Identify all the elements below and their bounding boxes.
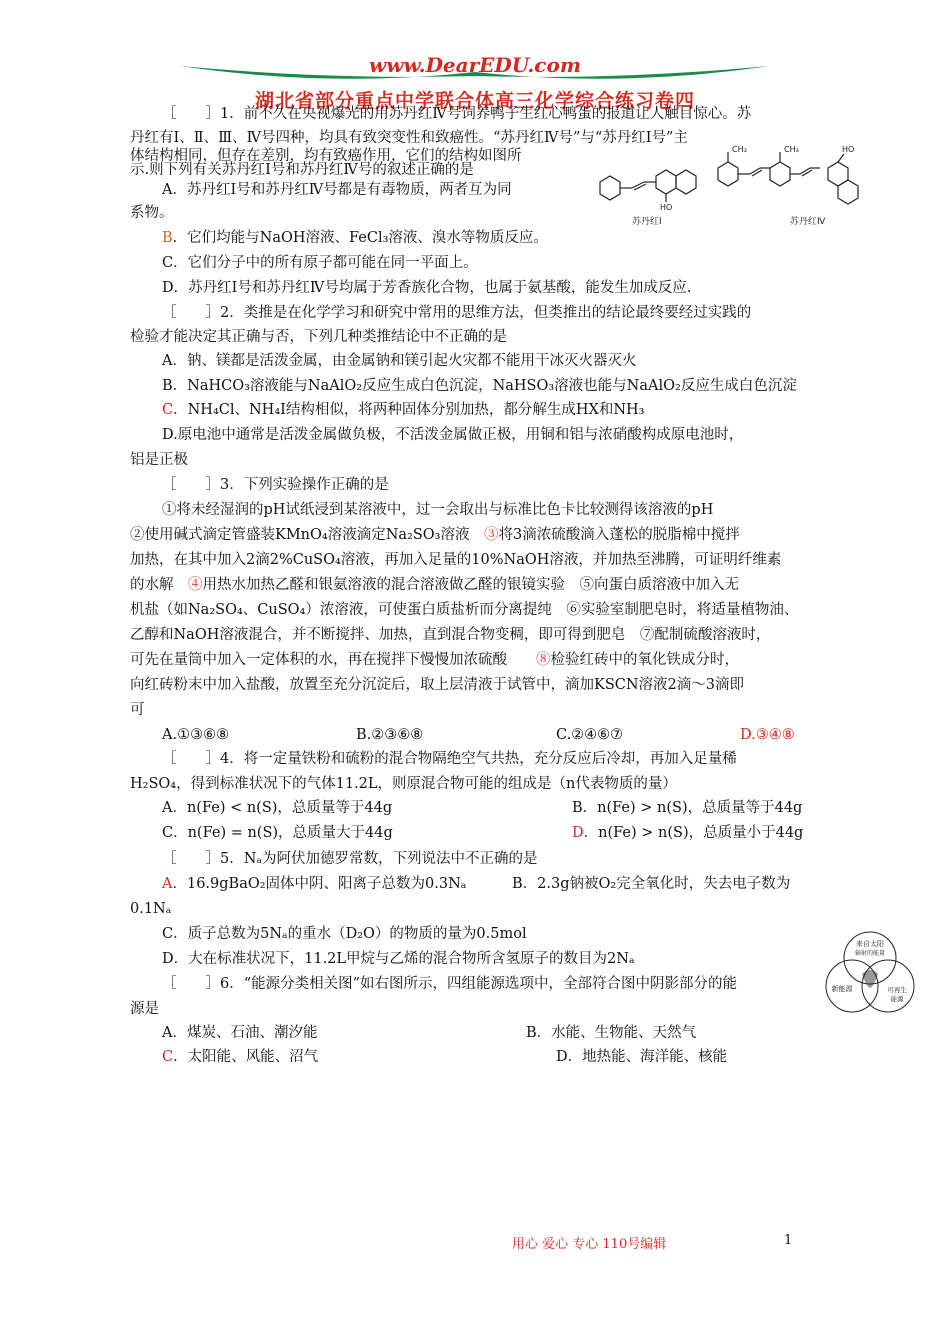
q1-option-a-cont: 系物。 — [130, 205, 174, 221]
q2-answer-mark: C — [162, 402, 174, 418]
q1-line-4: 示.则下列有关苏丹红Ⅰ号和苏丹红Ⅳ号的叙述正确的是 — [130, 162, 474, 178]
q2-option-b: B．NaHCO₃溶液能与NaAlO₂反应生成白色沉淀，NaHSO₃溶液也能与NaAlO₂反应生成白色沉淀 — [162, 378, 797, 394]
q4-answer-mark: D — [572, 825, 584, 841]
svg-text:新能源: 新能源 — [831, 985, 853, 993]
q3-option-b: B.②③⑥⑧ — [356, 727, 424, 743]
q2-line-1: ［ ］2．类推是在化学学习和研究中常用的思维方法，但类推出的结论最终要经过实践的 — [162, 305, 752, 321]
svg-text:CH₃: CH₃ — [732, 145, 747, 154]
q3-item-6-7: 乙醇和NaOH溶液混合，并不断搅拌、加热，直到混合物变稠，即可得到肥皂 ⑦配制硫酸溶液时， — [130, 627, 771, 643]
q3-mark-4: ④ — [188, 577, 203, 593]
svg-text:可再生: 可再生 — [887, 986, 907, 994]
q6-option-a: A．煤炭、石油、潮汐能 — [162, 1025, 318, 1041]
q2-option-a: A．钠、镁都是活泼金属，由金属钠和镁引起火灾都不能用干冰灭火器灭火 — [162, 353, 637, 369]
q2-option-d: D.原电池中通常是活泼金属做负极，不活泼金属做正极，用铜和铝与浓硝酸构成原电池时， — [162, 427, 744, 443]
q5-option-c: C．质子总数为5Nₐ的重水（D₂O）的物质的量为0.5mol — [162, 926, 527, 942]
q5-option-d: D．大在标准状况下，11.2L甲烷与乙烯的混合物所含氢原子的数目为2Nₐ — [162, 951, 635, 967]
q3-item-3-cont: 加热，在其中加入2滴2%CuSO₄溶液，再加入足量的10%NaOH溶液，并加热至沸腾，可证明纤维素 — [130, 552, 782, 568]
q3-line-1: ［ ］3．下列实验操作正确的是 — [162, 477, 389, 493]
svg-text:苏丹红Ⅳ: 苏丹红Ⅳ — [790, 217, 826, 227]
q5-answer-mark: A — [162, 876, 173, 892]
svg-text:辐射的能量: 辐射的能量 — [854, 950, 886, 957]
q4-line-2: H₂SO₄，得到标准状况下的气体11.2L，则原混合物可能的组成是（n代表物质的量） — [130, 776, 677, 792]
energy-venn-diagram — [822, 928, 918, 1024]
q5-option-b: B．2.3g钠被O₂完全氧化时，失去电子数为 — [512, 876, 791, 892]
q3-item-5-6: 机盐（如Na₂SO₄、CuSO₄）浓溶液，可使蛋白质盐析而分离提纯 ⑥实验室制肥皂时，将适量植物油、 — [130, 602, 799, 618]
q5-option-a: A．16.9gBaO₂固体中阴、阳离子总数为0.3Nₐ — [162, 876, 467, 892]
q5-option-b-cont: 0.1Nₐ — [130, 901, 172, 917]
q3-item-4-5: 的水解 ④用热水加热乙醛和银氨溶液的混合溶液做乙醛的银镜实验 ⑤向蛋白质溶液中加入无 — [130, 577, 739, 593]
q6-option-d: D．地热能、海洋能、核能 — [556, 1049, 728, 1065]
site-logo-text: www.DearEDU.com — [368, 53, 582, 77]
q3-item-8-end: 可 — [130, 702, 145, 718]
svg-text:CH₃: CH₃ — [784, 145, 799, 154]
q3-item-8-cont: 向红砖粉末中加入盐酸，放置至充分沉淀后，取上层清液于试管中，滴加KSCN溶液2滴～3滴即 — [130, 677, 744, 693]
q3-item-2-3: ②使用碱式滴定管盛装KMnO₄溶液滴定Na₂SO₃溶液 ③将3滴浓硫酸滴入蓬松的脱脂棉中搅拌 — [130, 527, 740, 543]
q3-item-7-8: 可先在量筒中加入一定体积的水，再在搅拌下慢慢加浓硫酸 ⑧检验红砖中的氧化铁成分时， — [130, 652, 739, 668]
q2-option-d-cont: 铝是正极 — [130, 452, 188, 468]
q3-option-c: C.②④⑥⑦ — [556, 727, 624, 743]
footer-text: 用心 爱心 专心 110号编辑 — [512, 1237, 667, 1252]
sudan-structure-figure — [588, 138, 888, 230]
q1-option-d: D．苏丹红Ⅰ号和苏丹红Ⅳ号均属于芳香族化合物，也属于氨基酸，能发生加成反应. — [162, 280, 692, 296]
svg-text:HO: HO — [842, 145, 855, 154]
q6-option-c: C．太阳能、风能、沼气 — [162, 1049, 319, 1065]
q4-option-d: D．n(Fe) > n(S)，总质量小于44g — [572, 825, 804, 841]
q6-answer-mark: C — [162, 1049, 174, 1065]
svg-text:能源: 能源 — [890, 995, 904, 1003]
q4-option-a: A．n(Fe) < n(S)，总质量等于44g — [162, 800, 393, 816]
q3-option-d: D.③④⑧ — [740, 727, 795, 743]
q4-option-b: B．n(Fe) > n(S)，总质量等于44g — [572, 800, 803, 816]
q1-option-b: B．它们均能与NaOH溶液、FeCl₃溶液、溴水等物质反应。 — [162, 230, 548, 246]
svg-text:来自太阳: 来自太阳 — [856, 940, 884, 948]
q6-line-1: ［ ］6．“能源分类相关图”如右图所示，四组能源选项中，全部符合图中阴影部分的能 — [162, 976, 738, 992]
q4-line-1: ［ ］4．将一定量铁粉和硫粉的混合物隔绝空气共热，充分反应后冷却，再加入足量稀 — [162, 751, 737, 767]
q3-mark-8: ⑧ — [536, 652, 551, 668]
q1-answer-mark: B — [162, 230, 173, 246]
q1-line-3: 体结构相同，但存在差别，均有致癌作用，它们的结构如图所 — [130, 148, 522, 164]
q2-option-c: C．NH₄Cl、NH₄I结构相似，将两种固体分别加热，都分解生成HX和NH₃ — [162, 402, 645, 418]
q3-item-1: ①将未经湿润的pH试纸浸到某溶液中，过一会取出与标准比色卡比较测得该溶液的pH — [162, 502, 714, 518]
svg-text:苏丹红Ⅰ: 苏丹红Ⅰ — [632, 217, 662, 227]
q2-line-2: 检验才能决定其正确与否，下列几种类推结论中不正确的是 — [130, 329, 507, 345]
q6-line-2: 源是 — [130, 1001, 159, 1017]
q1-line-2: 丹红有Ⅰ、Ⅱ、Ⅲ、Ⅳ号四种，均具有致突变性和致癌性。“苏丹红Ⅳ号”与“苏丹红Ⅰ号”主 — [130, 130, 688, 146]
q3-mark-3: ③ — [484, 527, 499, 543]
q6-option-b: B．水能、生物能、天然气 — [526, 1025, 697, 1041]
q3-option-a: A.①③⑥⑧ — [162, 727, 230, 743]
page-title: 湖北省部分重点中学联合体高三化学综合练习卷四 — [254, 90, 695, 112]
q1-option-c: C．它们分子中的所有原子都可能在同一平面上。 — [162, 255, 478, 271]
q1-line-1: ［ ］1．前不久在央视爆光的用苏丹红Ⅳ号饲养鸭子生红心鸭蛋的报道让人触目惊心。苏 — [162, 106, 752, 122]
page-number: 1 — [784, 1233, 793, 1248]
svg-text:HO: HO — [660, 203, 673, 212]
q4-option-c: C．n(Fe) = n(S)，总质量大于44g — [162, 825, 393, 841]
q5-line-1: ［ ］5．Nₐ为阿伏加德罗常数，下列说法中不正确的是 — [162, 851, 538, 867]
q1-option-a: A．苏丹红Ⅰ号和苏丹红Ⅳ号都是有毒物质，两者互为同 — [162, 182, 512, 198]
